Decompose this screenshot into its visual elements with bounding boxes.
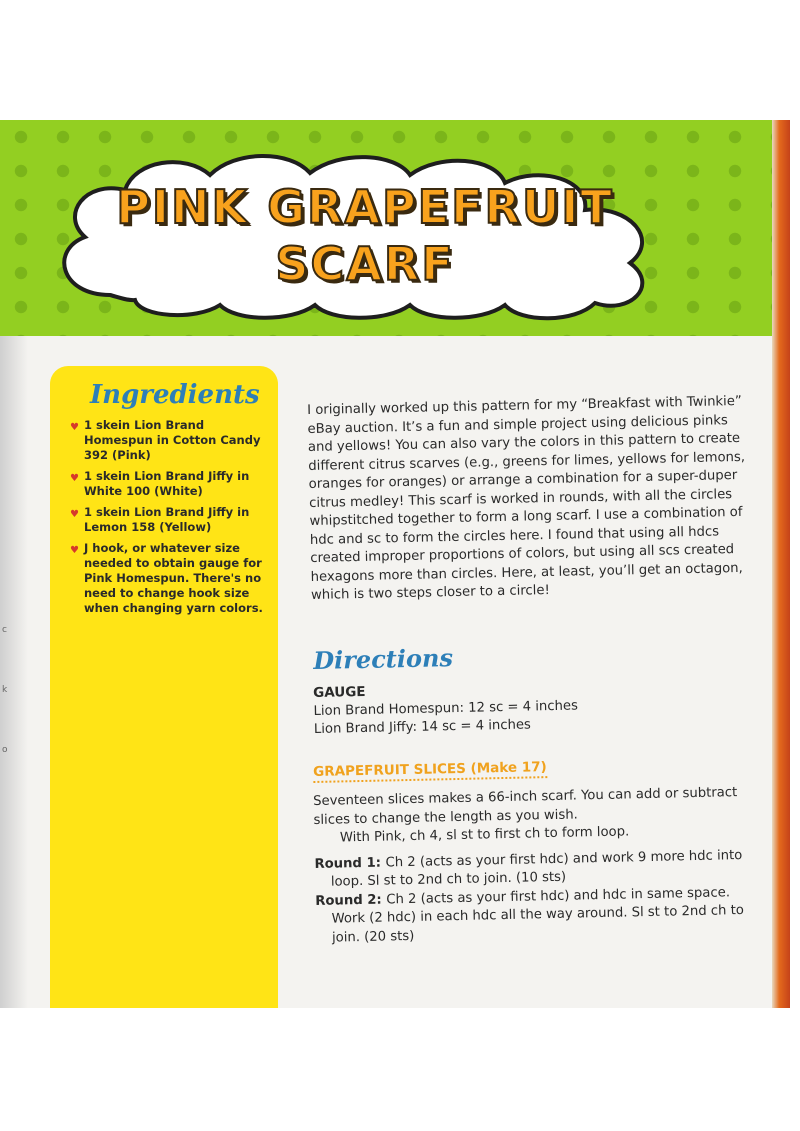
round-1-text: Ch 2 (acts as your first hdc) and work 9 more hdc into loop. Sl st to 2nd ch to join. (10 sts) [330, 847, 743, 890]
heart-bullet-icon: ♥ [70, 509, 79, 520]
ingredients-list [70, 418, 270, 622]
ingredient-text: 1 skein Lion Brand Jiffy in Lemon 158 (Yellow) [84, 505, 250, 534]
heart-bullet-icon: ♥ [70, 545, 79, 556]
page-title-line-2: SCARF [275, 237, 455, 291]
round-2-label: Round 2: [315, 891, 387, 909]
gauge-section [313, 675, 764, 740]
title-banner [0, 120, 772, 336]
ingredient-text: 1 skein Lion Brand Homespun in Cotton Candy 392 (Pink) [84, 418, 261, 462]
cookbook-page [0, 120, 790, 1008]
ingredient-text: J hook, or whatever size needed to obtain gauge for Pink Homespun. There's no need to change hook size when changing yarn colors. [84, 541, 263, 615]
slices-heading: GRAPEFRUIT SLICES (Make 17) [313, 759, 547, 783]
heart-bullet-icon: ♥ [70, 422, 79, 433]
ingredients-panel [50, 366, 278, 1008]
round-2-text: Ch 2 (acts as your first hdc) and hdc in same space. Work (2 hdc) in each hdc all the way around. Sl st to 2nd ch to join. (20 sts) [331, 884, 745, 946]
slices-start: With Pink, ch 4, sl st to first ch to form loop. [339, 824, 630, 846]
gauge-heading: GAUGE [313, 683, 366, 701]
intro-paragraph: I originally worked up this pattern for my “Breakfast with Twinkie” eBay auction. It’s a fun and simple project using delicious pinks and yellows! You can also vary the colors in this pattern to create different citrus scarves (e.g., greens for limes, yellows for lemons, oranges for oranges) or arrange a combination for a super-duper citrus medley! This scarf is worked in rounds, with all the circles whipstitched together to form a long scarf. I use a combination of hdc and sc to form the circles here. I found that using all hdcs created improper proportions of colors, but using all scs created hexagons more than circles. Here, at least, you’ll get an octagon, which is two steps closer to a circle! [307, 393, 746, 603]
slices-section [313, 784, 766, 948]
scan-marks: c k o [2, 625, 8, 755]
page-edge [772, 120, 790, 1008]
ingredient-item [70, 469, 270, 499]
ingredient-item [70, 505, 270, 535]
gauge-line: Lion Brand Homespun: 12 sc = 4 inches [313, 697, 579, 719]
ingredient-text: 1 skein Lion Brand Jiffy in White 100 (White) [84, 469, 250, 498]
cloud-shape [40, 145, 690, 325]
ingredients-heading: Ingredients [90, 380, 260, 410]
slices-intro: Seventeen slices makes a 66-inch scarf. You can add or subtract slices to change the length as you wish. [313, 785, 738, 828]
title-cloud [40, 145, 690, 325]
page-title-line-1: PINK GRAPEFRUIT [116, 180, 614, 234]
round-1-label: Round 1: [314, 854, 386, 872]
round-2 [315, 883, 766, 948]
directions-heading: Directions [313, 643, 454, 675]
ingredient-item [70, 541, 270, 616]
heart-bullet-icon: ♥ [70, 473, 79, 484]
gauge-line: Lion Brand Jiffy: 14 sc = 4 inches [313, 717, 532, 737]
ingredient-item [70, 418, 270, 463]
